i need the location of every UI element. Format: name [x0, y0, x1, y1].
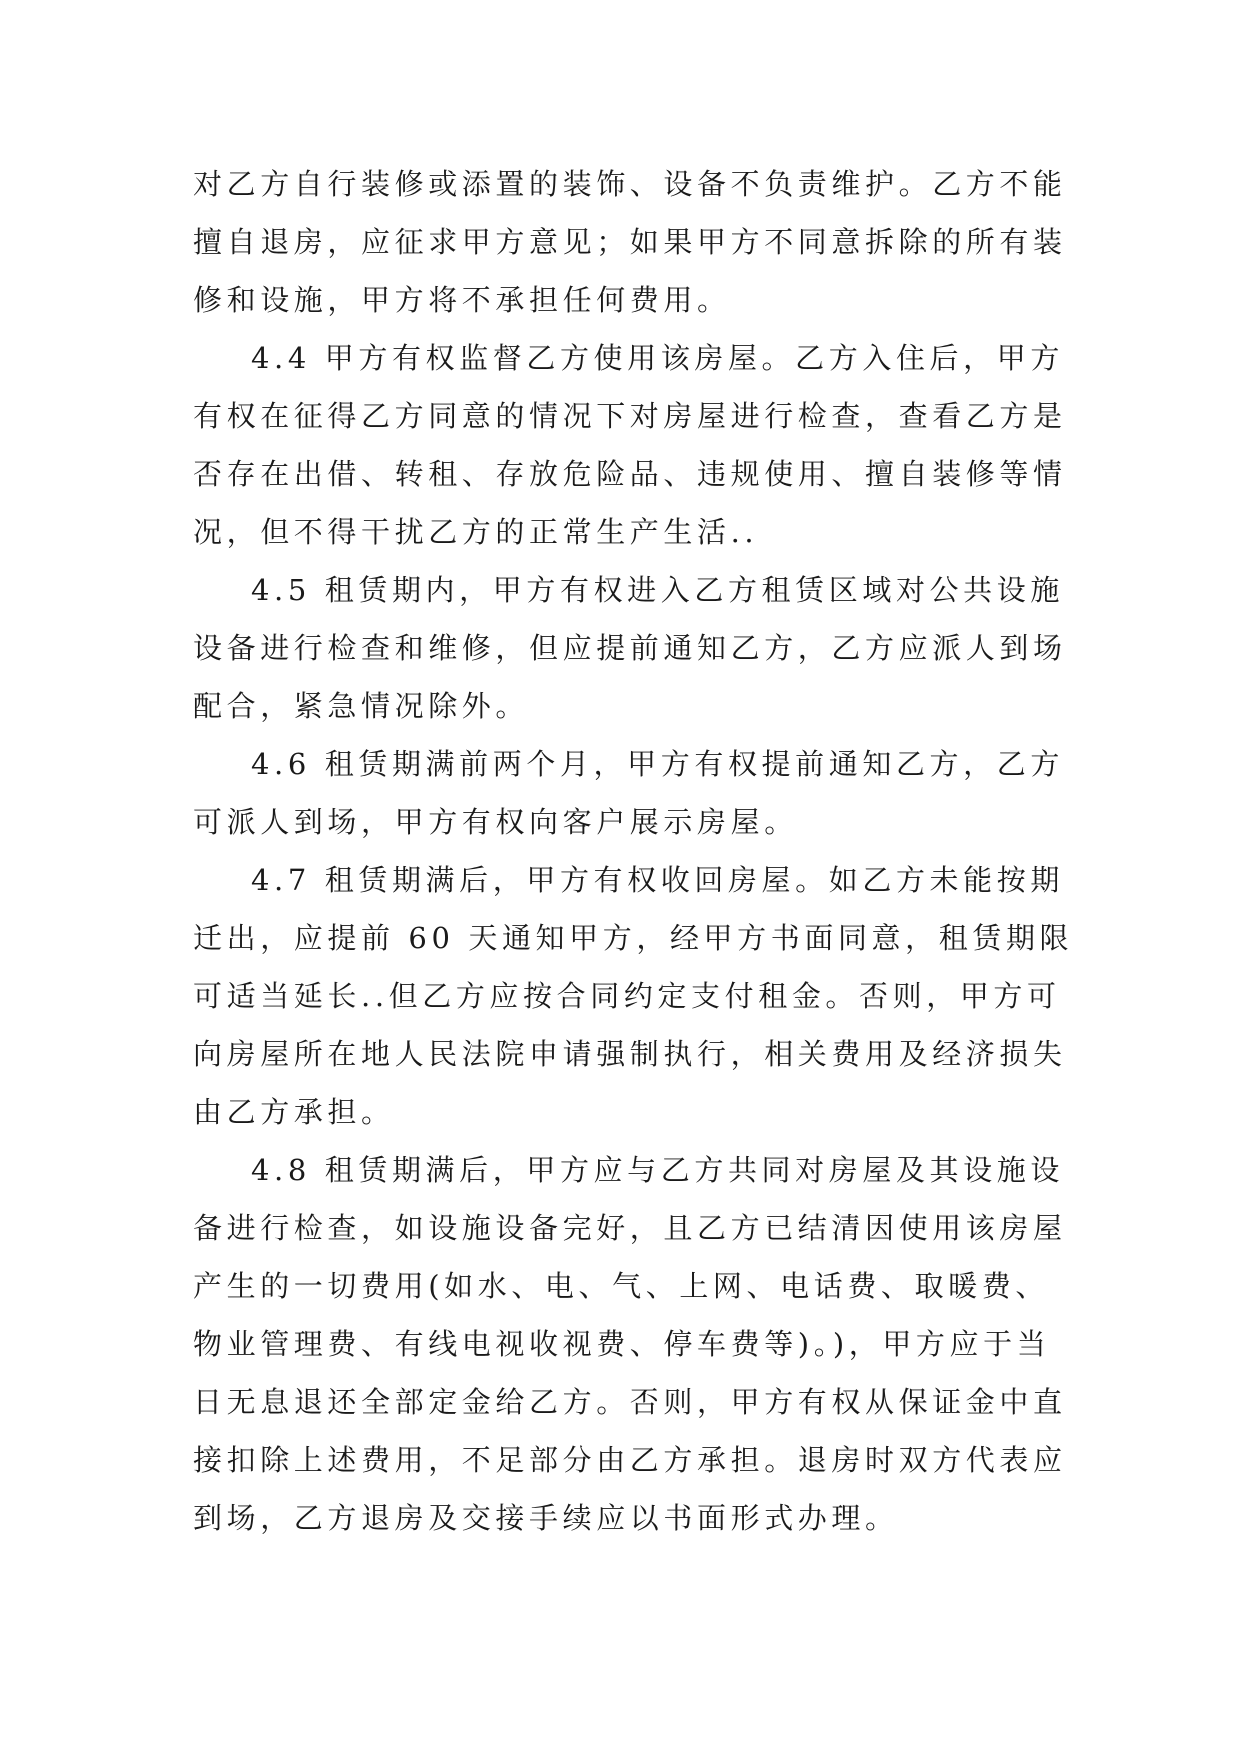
text-line: 备进行检查，如设施设备完好，且乙方已结清因使用该房屋 — [193, 1211, 1067, 1245]
text-line: 4.4 甲方有权监督乙方使用该房屋。乙方入住后，甲方 — [251, 341, 1064, 375]
text-line: 4.5 租赁期内，甲方有权进入乙方租赁区域对公共设施 — [251, 573, 1064, 607]
text-line: 由乙方承担。 — [193, 1095, 395, 1129]
paragraph-clause-4-8 — [193, 1141, 1067, 1547]
text-line: 否存在出借、转租、存放危险品、违规使用、擅自装修等情 — [193, 457, 1067, 491]
text-line: 有权在征得乙方同意的情况下对房屋进行检查，查看乙方是 — [193, 399, 1067, 433]
text-line: 对乙方自行装修或添置的装饰、设备不负责维护。乙方不能 — [193, 167, 1067, 201]
text-line: 4.8 租赁期满后，甲方应与乙方共同对房屋及其设施设 — [251, 1153, 1064, 1187]
text-line: 到场，乙方退房及交接手续应以书面形式办理。 — [193, 1501, 899, 1535]
text-line: 4.6 租赁期满前两个月，甲方有权提前通知乙方，乙方 — [251, 747, 1064, 781]
text-line: 可适当延长..但乙方应按合同约定支付租金。否则，甲方可 — [193, 979, 1061, 1013]
text-line: 可派人到场，甲方有权向客户展示房屋。 — [193, 805, 798, 839]
text-line: 向房屋所在地人民法院申请强制执行，相关费用及经济损失 — [193, 1037, 1067, 1071]
paragraph-clause-4-6 — [193, 735, 1064, 851]
text-line: 配合，紧急情况除外。 — [193, 689, 530, 723]
text-line: 迁出，应提前 60 天通知甲方，经甲方书面同意，租赁期限 — [193, 921, 1074, 955]
text-line: 4.7 租赁期满后，甲方有权收回房屋。如乙方未能按期 — [251, 863, 1064, 897]
text-line: 况，但不得干扰乙方的正常生产生活.. — [193, 515, 759, 549]
text-line: 修和设施，甲方将不承担任何费用。 — [193, 283, 731, 317]
text-line: 设备进行检查和维修，但应提前通知乙方，乙方应派人到场 — [193, 631, 1067, 665]
text-line: 擅自退房，应征求甲方意见；如果甲方不同意拆除的所有装 — [193, 225, 1067, 259]
text-line: 产生的一切费用(如水、电、气、上网、电话费、取暖费、 — [193, 1269, 1049, 1303]
paragraph-clause-4-7 — [193, 851, 1074, 1141]
text-line: 日无息退还全部定金给乙方。否则，甲方有权从保证金中直 — [193, 1385, 1067, 1419]
text-line: 接扣除上述费用，不足部分由乙方承担。退房时双方代表应 — [193, 1443, 1067, 1477]
document-body — [193, 155, 1074, 1547]
paragraph-clause-4-5 — [193, 561, 1067, 735]
paragraph-clause-4-4 — [193, 329, 1067, 561]
paragraph-continuation — [193, 155, 1067, 329]
text-line: 物业管理费、有线电视收视费、停车费等)。)，甲方应于当 — [193, 1327, 1051, 1361]
